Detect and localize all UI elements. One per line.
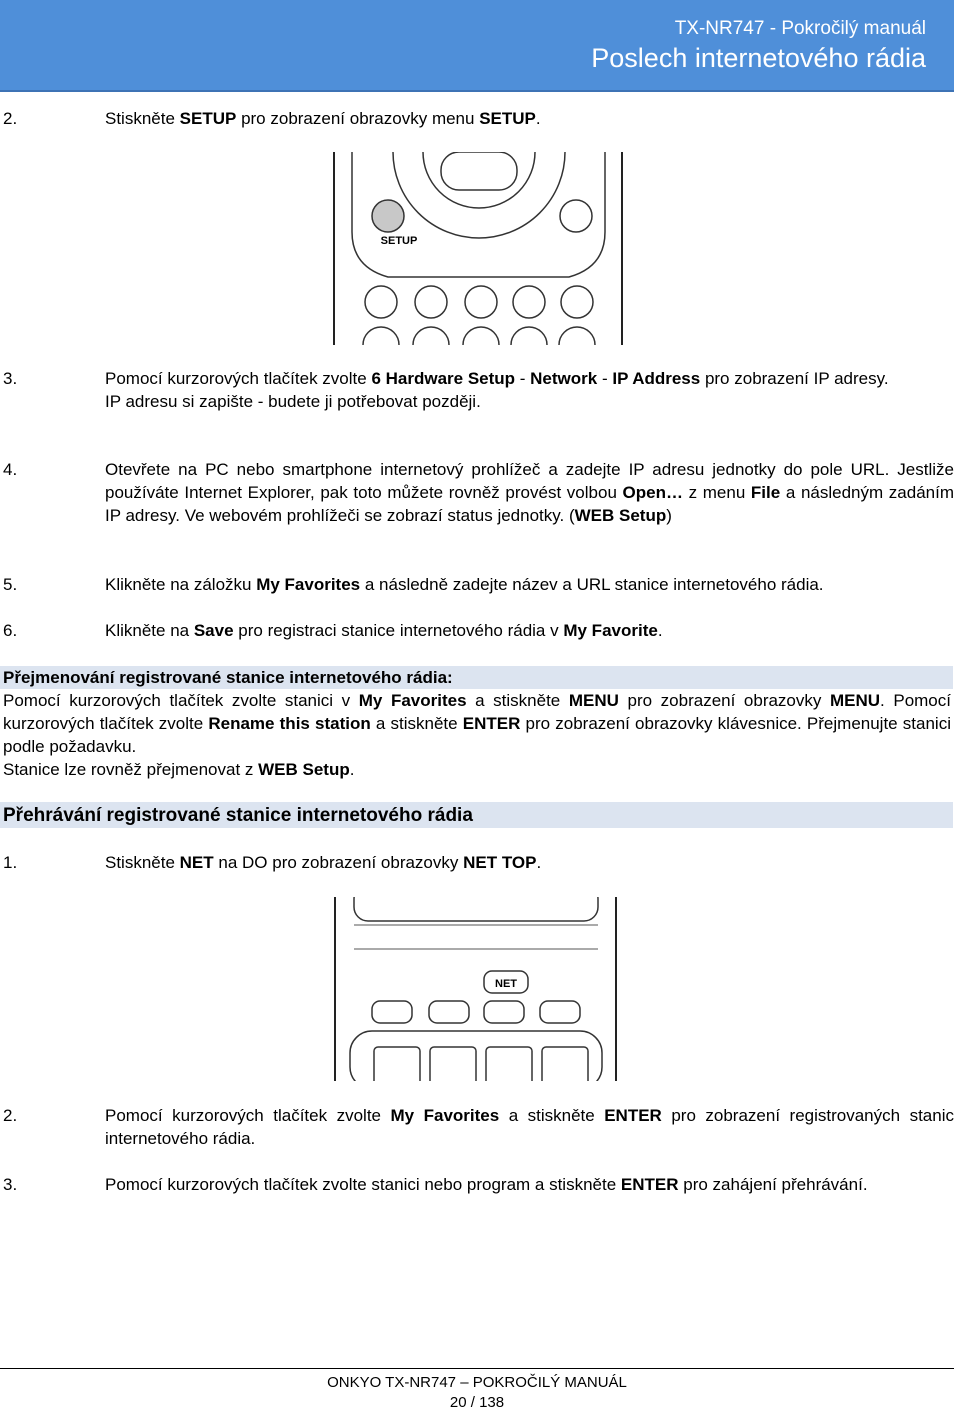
step-3-play-station [0,1173,954,1196]
remote-control-illustration [333,152,624,345]
step-text: Klikněte na záložku My Favorites a následně zadejte název a URL stanice internetového rádia. [105,575,824,594]
page-number: 20 / 138 [449,1394,505,1411]
page-title: Poslech internetového rádia [591,43,926,73]
setup-button-label: SETUP [380,235,418,247]
rename-web-setup-note: Stanice lze rovněž přejmenovat z WEB Setup. [3,760,355,779]
step-text: Pomocí kurzorových tlačítek zvolte My Favorites a stiskněte ENTER pro zobrazení registrovaných stanic internetového rádia. [105,1106,954,1148]
step-5-my-favorites [0,573,954,596]
step-number: 1. [3,853,18,872]
step-3-ip-address [0,367,954,413]
step-text: Klikněte na Save pro registraci stanice internetového rádia v My Favorite. [105,621,663,640]
net-button-label: NET [495,978,517,990]
rename-section-heading: Přejmenování registrované stanice internetového rádia: [0,666,953,689]
step-text: Pomocí kurzorových tlačítek zvolte stanici nebo program a stiskněte ENTER pro zahájení přehrávání. [105,1175,868,1194]
step-number: 2. [3,109,18,128]
step-4-browser [0,458,954,527]
step-2-setup [0,107,954,130]
remote-net-figure [334,897,618,1081]
step-number: 6. [3,621,18,640]
step-number: 3. [3,369,18,388]
step-number: 3. [3,1175,18,1194]
step-number: 5. [3,575,18,594]
step-text: Pomocí kurzorových tlačítek zvolte 6 Hardware Setup - Network - IP Address pro zobrazení IP adresy. [105,369,889,388]
remote-control-illustration [334,897,618,1081]
step-number: 4. [3,460,18,479]
step-6-save [0,619,954,642]
step-1-net [0,851,954,874]
rename-instructions: Pomocí kurzorových tlačítek zvolte stanici v My Favorites a stiskněte MENU pro zobrazení obrazovky MENU. Pomocí kurzorových tlačítek zvolte Rename this station a stiskněte ENTER pro zobrazení obrazovky klávesnice. Přejmenujte stanici podle požadavku. [3,691,951,756]
playback-section-heading: Přehrávání registrované stanice internetového rádia [0,802,953,828]
setup-button [372,200,404,232]
step-text: Otevřete na PC nebo smartphone internetový prohlížeč a zadejte IP adresu jednotky do pole URL. Jestliže používáte Internet Explorer, pak toto můžete rovněž provést volbou Open… z menu File a následným zadáním IP adresy. Ve webovém prohlížeči se zobrazí status jednotky. (WEB Setup) [105,460,954,525]
page-header [0,0,954,92]
footer-manual-title: ONKYO TX-NR747 – POKROČILÝ MANUÁL [327,1374,627,1391]
step-2-select-favorites [0,1104,954,1150]
manual-model-line: TX-NR747 - Pokročilý manuál [674,18,926,39]
step-number: 2. [3,1106,18,1125]
remote-setup-figure [333,152,624,345]
footer-divider [0,1368,954,1369]
step-note: IP adresu si zapište - budete ji potřebovat později. [105,392,481,411]
step-text: Stiskněte SETUP pro zobrazení obrazovky menu SETUP. [105,109,541,128]
step-text: Stiskněte NET na DO pro zobrazení obrazovky NET TOP. [105,853,542,872]
